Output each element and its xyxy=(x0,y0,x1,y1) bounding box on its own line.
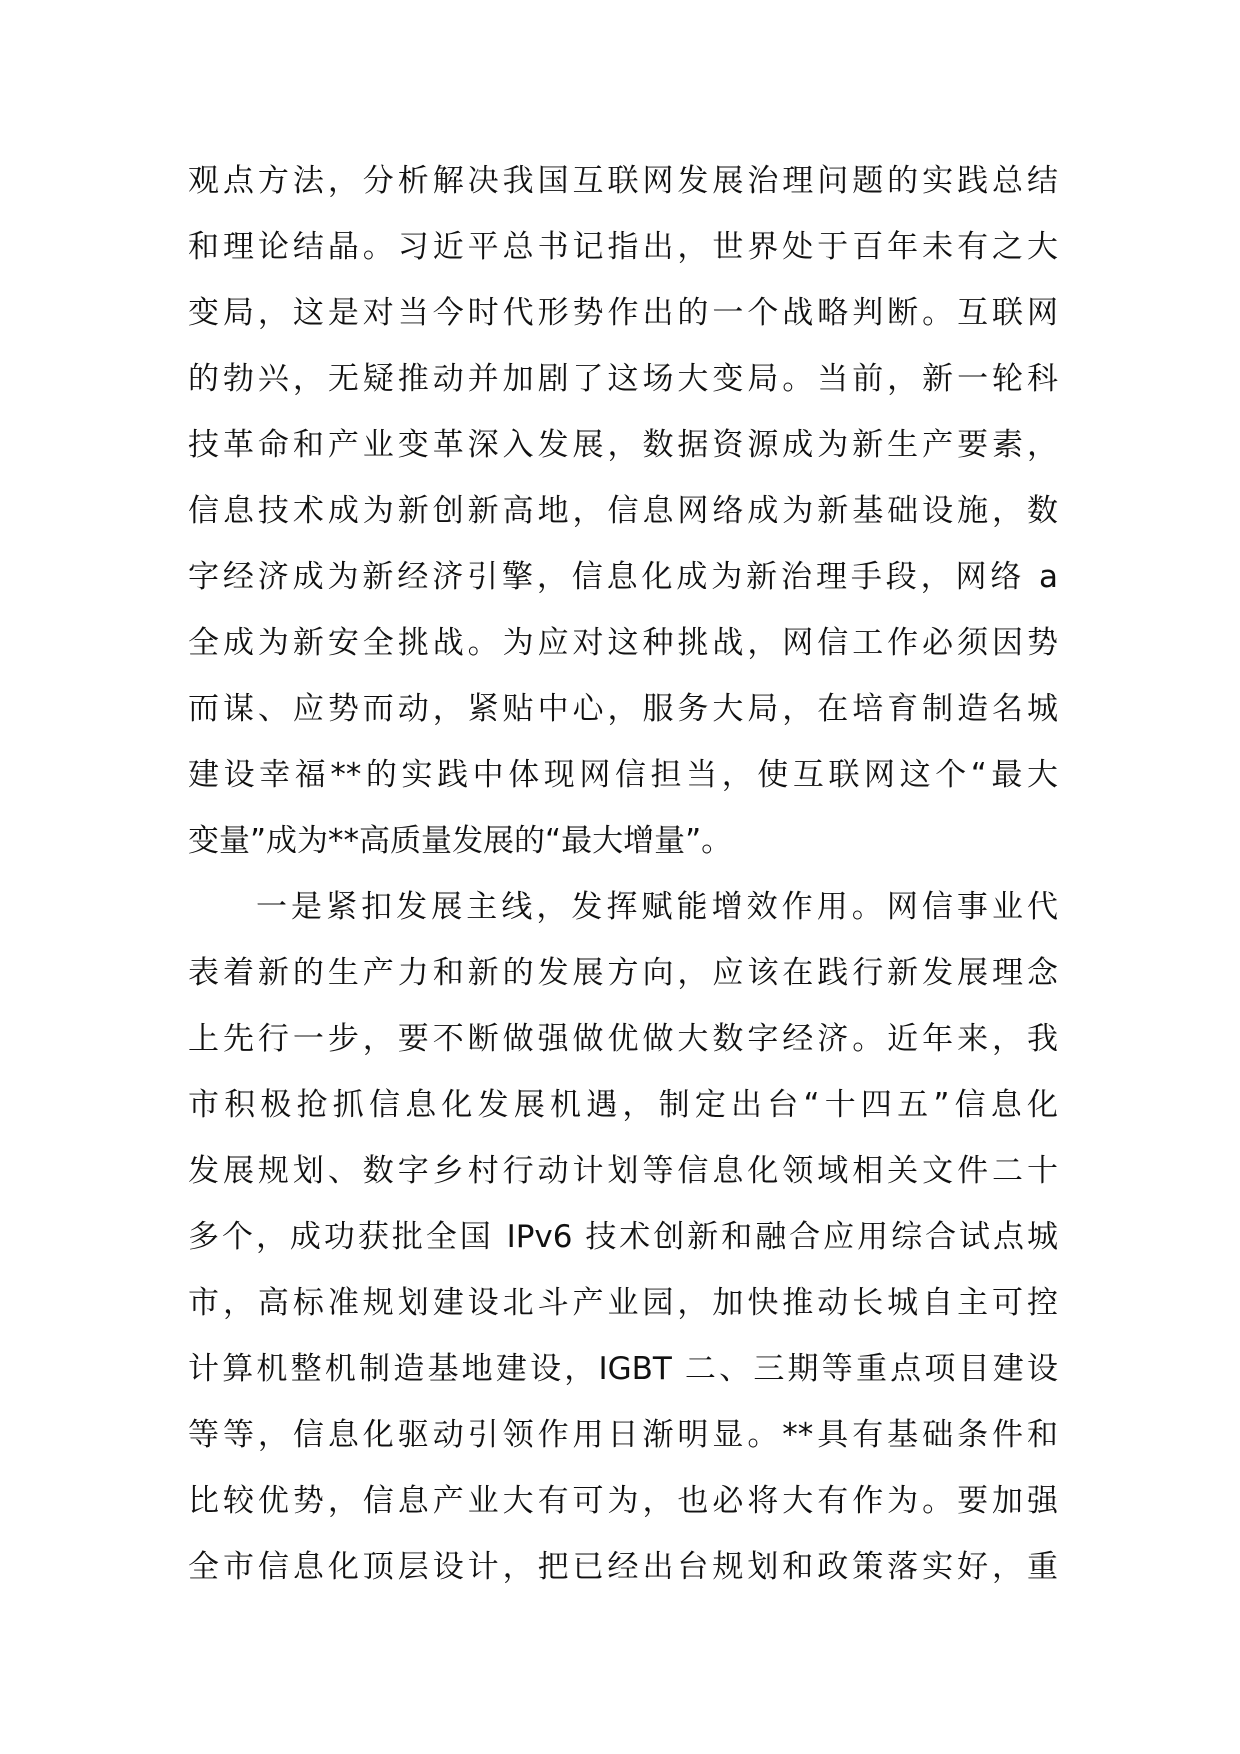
text-line: 市，高标准规划建设北斗产业园，加快推动长城自主可控 xyxy=(188,1285,1058,1321)
text-line: 观点方法，分析解决我国互联网发展治理问题的实践总结 xyxy=(188,163,1058,199)
text-line: 比较优势，信息产业大有可为，也必将大有作为。要加强 xyxy=(188,1483,1058,1519)
text-line: 计算机整机制造基地建设，IGBT 二、三期等重点项目建设 xyxy=(188,1351,1058,1387)
text-line: 全成为新安全挑战。为应对这种挑战，网信工作必须因势 xyxy=(188,625,1058,661)
text-line: 市积极抢抓信息化发展机遇，制定出台“十四五”信息化 xyxy=(188,1087,1058,1123)
text-line: 上先行一步，要不断做强做优做大数字经济。近年来，我 xyxy=(188,1021,1058,1057)
text-line: 字经济成为新经济引擎，信息化成为新治理手段，网络 a xyxy=(188,559,1058,595)
text-line: 而谋、应势而动，紧贴中心，服务大局，在培育制造名城 xyxy=(188,691,1058,727)
text-line: 多个，成功获批全国 IPv6 技术创新和融合应用综合试点城 xyxy=(188,1219,1058,1255)
text-line: 信息技术成为新创新高地，信息网络成为新基础设施，数 xyxy=(188,493,1058,529)
text-line: 等等，信息化驱动引领作用日渐明显。**具有基础条件和 xyxy=(188,1417,1058,1453)
text-line: 建设幸福**的实践中体现网信担当，使互联网这个“最大 xyxy=(188,757,1058,793)
text-line: 的勃兴，无疑推动并加剧了这场大变局。当前，新一轮科 xyxy=(188,361,1058,397)
text-line: 和理论结晶。习近平总书记指出，世界处于百年未有之大 xyxy=(188,229,1058,265)
paragraph-end-line: 变量”成为**高质量发展的“最大增量”。 xyxy=(188,823,733,859)
text-line: 全市信息化顶层设计，把已经出台规划和政策落实好，重 xyxy=(188,1549,1058,1585)
paragraph-first-line: 一是紧扣发展主线，发挥赋能增效作用。网信事业代 xyxy=(256,889,1058,925)
text-line: 表着新的生产力和新的发展方向，应该在践行新发展理念 xyxy=(188,955,1058,991)
text-line: 技革命和产业变革深入发展，数据资源成为新生产要素， xyxy=(188,427,1058,463)
text-line: 发展规划、数字乡村行动计划等信息化领域相关文件二十 xyxy=(188,1153,1058,1189)
body-text xyxy=(188,148,1058,1600)
text-line: 变局，这是对当今时代形势作出的一个战略判断。互联网 xyxy=(188,295,1058,331)
